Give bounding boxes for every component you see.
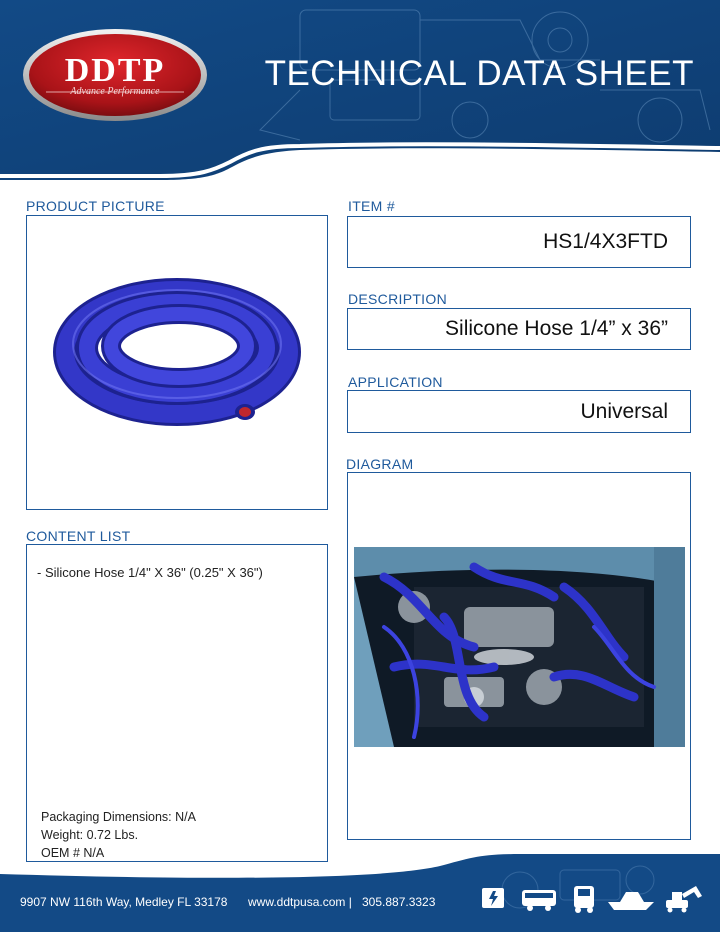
description-label: DESCRIPTION xyxy=(348,291,447,307)
application-label: APPLICATION xyxy=(348,374,443,390)
logo-text: DDTP xyxy=(64,52,166,89)
generator-icon xyxy=(482,888,504,908)
weight: Weight: 0.72 Lbs. xyxy=(41,828,139,842)
packaging-dimensions: Packaging Dimensions: N/A xyxy=(41,810,196,824)
footer-address: 9907 NW 116th Way, Medley FL 33178 xyxy=(20,895,228,909)
diagram-label: DIAGRAM xyxy=(346,456,414,472)
product-picture-box xyxy=(26,215,328,510)
item-box xyxy=(347,216,691,268)
header xyxy=(0,0,720,185)
content-list-label: CONTENT LIST xyxy=(26,528,131,544)
bus-icon xyxy=(522,890,556,911)
boat-icon xyxy=(608,892,654,910)
description-value: Silicone Hose 1/4” x 36” xyxy=(445,317,668,340)
engine-bay-photo xyxy=(354,547,685,747)
product-picture-label: PRODUCT PICTURE xyxy=(26,198,165,214)
application-value: Universal xyxy=(580,400,668,423)
footer xyxy=(0,850,720,932)
hose-coil-image xyxy=(27,216,327,509)
content-list-box xyxy=(26,544,328,862)
footer-icons xyxy=(478,880,710,916)
diagram-box xyxy=(347,472,691,840)
item-label: ITEM # xyxy=(348,198,395,214)
footer-phone: 305.887.3323 xyxy=(362,895,436,909)
footer-website[interactable]: www.ddtpusa.com | xyxy=(248,895,352,909)
excavator-icon xyxy=(666,886,702,913)
truck-icon xyxy=(574,886,594,913)
oem-number: OEM # N/A xyxy=(41,846,105,860)
page-title: TECHNICAL DATA SHEET xyxy=(264,54,694,93)
item-value: HS1/4X3FTD xyxy=(543,230,668,253)
content-list-item: - Silicone Hose 1/4" X 36" (0.25" X 36") xyxy=(37,565,263,580)
logo-subtitle: Advance Performance xyxy=(70,86,160,97)
application-box xyxy=(347,390,691,433)
description-box xyxy=(347,308,691,350)
